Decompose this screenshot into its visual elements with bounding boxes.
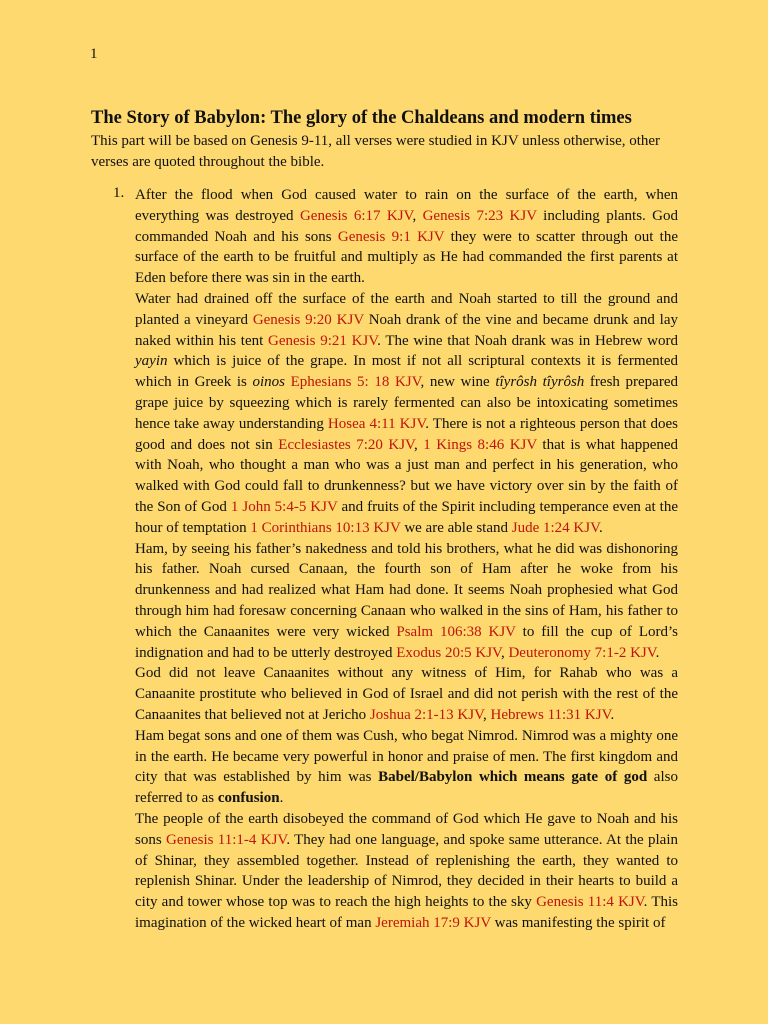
text: The people of the earth disobeyed the command of God which He gave to Noah and his sons <box>135 810 678 848</box>
verse-link[interactable]: Hebrews 11:31 KJV <box>490 706 611 723</box>
verse-link[interactable]: Genesis 11:4 KJV <box>536 894 644 911</box>
text: Ham, by seeing his father’s nakedness and told his brothers, what he did was dishonoring his father. Noah cursed Canaan, the fourth son of Ham after he woke from his drunkenness and had realized what Ham had done. It seems Noah prophesied what God through him had foresaw concerning Canaan who walked in the sins of Ham, his father to which the Canaanites were very wicked <box>135 540 678 640</box>
text: . <box>610 706 615 723</box>
hebrew-word: yayin <box>135 353 168 370</box>
verse-link[interactable]: Genesis 9:21 KJV <box>268 332 378 349</box>
text: . They had one language, and spoke same utterance. At the plain of Shinar, they assembled together. Instead of replenishing the earth, they wanted to replenish Shinar. Under the leadership of Nimrod, they decided in their hearts to build a city and tower whose top was to reach the high heights to the sky <box>135 831 678 911</box>
document-title: The Story of Babylon: The glory of the Chaldeans and modern times <box>91 108 632 128</box>
text: Water had drained off the surface of the earth and Noah started to till the ground and planted a vineyard <box>135 290 678 328</box>
verse-link[interactable]: Genesis 11:1-4 KJV <box>166 831 287 848</box>
intro-paragraph: This part will be based on Genesis 9-11, all verses were studied in KJV unless otherwise, other verses are quoted throughout the bible. <box>91 133 661 170</box>
list-number: 1. <box>113 185 125 201</box>
verse-link[interactable]: Hosea 4:11 KJV <box>327 415 426 432</box>
text: including plants. God commanded Noah and his sons <box>135 207 678 245</box>
verse-link[interactable]: 1 John 5:4-5 KJV <box>230 498 338 515</box>
text: Ham begat sons and one of them was Cush, who begat Nimrod. Nimrod was a mighty one in the earth. He became very powerful in honor and praise of men. The first kingdom and city that was established by him was <box>135 727 678 786</box>
text: which is juice of the grape. In most if not all scriptural contexts it is fermented which in Greek is <box>135 353 678 391</box>
text: . <box>599 519 603 536</box>
paragraph-flood <box>135 185 678 289</box>
text: . <box>655 644 660 661</box>
text: fresh prepared grape juice by squeezing which is rarely fermented can also be intoxicating sometimes hence take away understanding <box>135 374 678 432</box>
text: . The wine that Noah drank was in Hebrew word <box>377 332 678 349</box>
text: . <box>279 790 284 807</box>
page-number: 1 <box>90 46 98 62</box>
list-item-body <box>135 185 678 934</box>
hebrew-word: tîyrôsh tîyrôsh <box>495 374 585 391</box>
text: and fruits of the Spirit including temperance even at the hour of temptation <box>135 498 678 536</box>
text: also referred to as <box>135 769 678 807</box>
verse-link[interactable]: Exodus 20:5 KJV <box>396 644 501 661</box>
text: . This imagination of the wicked heart of man <box>135 894 678 931</box>
paragraph-nimrod <box>135 726 678 809</box>
paragraph-rahab <box>135 663 678 725</box>
text: to fill the cup of Lord’s indignation and had to be utterly destroyed <box>135 623 678 661</box>
text: , <box>412 207 423 224</box>
text: Noah drank of the vine and became drunk and lay naked within his tent <box>135 311 678 349</box>
verse-link[interactable]: Genesis 7:23 KJV <box>422 207 537 224</box>
verse-link[interactable]: Psalm 106:38 KJV <box>396 623 516 640</box>
text: that is what happened with Noah, who thought a man who was a just man and perfect in his generation, who walked with God could fall to drunkenness? but we have victory over sin by the faith of the Son of God <box>135 436 679 515</box>
verse-link[interactable]: Jeremiah 17:9 KJV <box>375 914 491 931</box>
text: , <box>483 706 491 723</box>
verse-link[interactable]: Ephesians 5: 18 KJV <box>290 374 421 391</box>
text: After the flood when God caused water to rain on the surface of the earth, when everything was destroyed <box>135 187 678 224</box>
verse-link[interactable]: 1 Kings 8:46 KJV <box>423 436 537 453</box>
text: we are able stand <box>400 519 512 536</box>
text: . There is not a righteous person that does good and does not sin <box>135 415 678 453</box>
text: , <box>500 644 509 661</box>
verse-link[interactable]: Genesis 6:17 KJV <box>299 207 413 224</box>
text: God did not leave Canaanites without any witness of Him, for Rahab who was a Canaanite prostitute who believed in God of Israel and did not perish with the rest of the Canaanites that believed not at Jericho <box>135 665 678 723</box>
paragraph-shinar <box>135 809 678 934</box>
text: was manifesting the spirit of <box>490 914 666 931</box>
bold-term: Babel/Babylon which means gate of god <box>378 769 648 786</box>
paragraph-ham <box>135 539 678 664</box>
text: , new wine <box>420 374 496 391</box>
bold-term: confusion <box>217 790 280 807</box>
greek-word: oinos <box>252 374 285 391</box>
verse-link[interactable]: Ecclesiastes 7:20 KJV <box>278 436 414 453</box>
paragraph-vineyard <box>135 289 678 539</box>
text: they were to scatter through out the surface of the earth to be fruitful and multiply as He had commanded the first parents at Eden before there was sin in the earth. <box>135 228 679 287</box>
verse-link[interactable]: 1 Corinthians 10:13 KJV <box>250 519 401 536</box>
text: , <box>413 436 424 453</box>
verse-link[interactable]: Jude 1:24 KJV <box>511 519 599 536</box>
verse-link[interactable]: Joshua 2:1-13 KJV <box>369 706 483 723</box>
verse-link[interactable]: Genesis 9:1 KJV <box>337 228 445 245</box>
verse-link[interactable]: Deuteronomy 7:1-2 KJV <box>508 644 656 661</box>
verse-link[interactable]: Genesis 9:20 KJV <box>252 311 364 328</box>
